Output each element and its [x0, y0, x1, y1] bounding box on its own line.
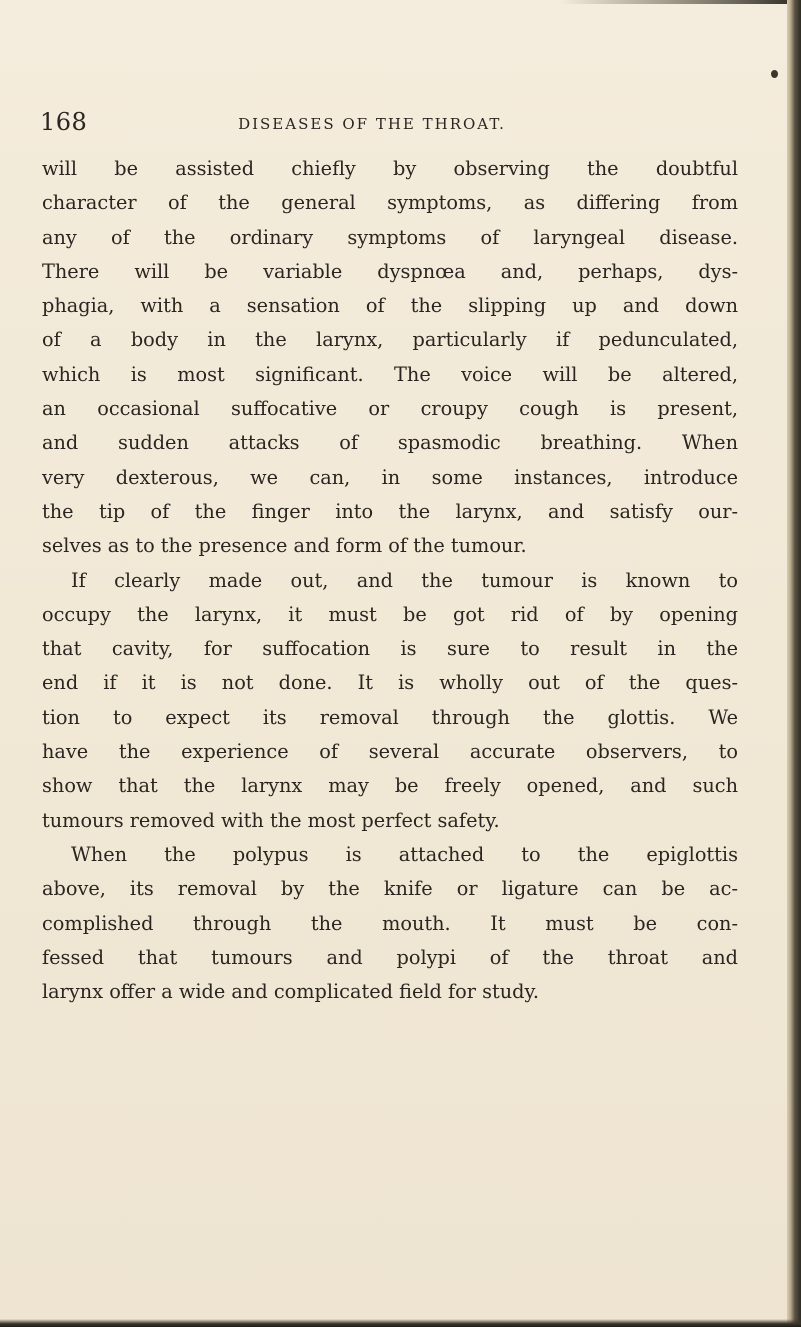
running-head: DISEASES OF THE THROAT.: [238, 115, 506, 133]
text-line: the tip of the finger into the larynx, and satisfy our-: [42, 499, 738, 523]
text-line: phagia, with a sensation of the slipping up and down: [42, 294, 738, 318]
text-line: tumours removed with the most perfect safety.: [42, 808, 500, 832]
text-line: If clearly made out, and the tumour is known to: [71, 568, 738, 592]
text-line: When the polypus is attached to the epiglottis: [71, 842, 738, 866]
text-line: any of the ordinary symptoms of laryngeal disease.: [42, 225, 738, 249]
page-edge-right: [787, 0, 801, 1327]
text-line: selves as to the presence and form of the tumour.: [42, 534, 527, 558]
text-line: character of the general symptoms, as differing from: [42, 191, 738, 215]
text-line: show that the larynx may be freely opened, and such: [42, 774, 738, 798]
page-edge-bottom: [0, 1319, 801, 1327]
text-line: of a body in the larynx, particularly if pedunculated,: [42, 328, 738, 352]
text-line: complished through the mouth. It must be con-: [42, 911, 738, 935]
text-line: an occasional suffocative or croupy cough is present,: [42, 397, 738, 421]
text-line: fessed that tumours and polypi of the throat and: [42, 945, 738, 969]
text-line: larynx offer a wide and complicated field for study.: [42, 980, 539, 1004]
page-edge-top: [560, 0, 801, 4]
text-line: which is most significant. The voice will be altered,: [42, 362, 738, 386]
ink-speck: [771, 70, 778, 78]
page-number: 168: [40, 108, 88, 136]
text-line: tion to expect its removal through the glottis. We: [42, 705, 738, 729]
text-line: and sudden attacks of spasmodic breathing. When: [42, 431, 738, 455]
text-line: above, its removal by the knife or ligature can be ac-: [42, 877, 738, 901]
text-line: very dexterous, we can, in some instances, introduce: [42, 465, 738, 489]
text-line: that cavity, for suffocation is sure to result in the: [42, 637, 738, 661]
text-line: will be assisted chiefly by observing the doubtful: [42, 157, 738, 180]
page-header: [40, 108, 740, 148]
text-line: have the experience of several accurate observers, to: [42, 740, 738, 764]
text-line: There will be variable dyspnœa and, perhaps, dys-: [42, 259, 738, 283]
text-line: occupy the larynx, it must be got rid of by opening: [42, 602, 738, 626]
body-text: [42, 152, 738, 1009]
text-line: end if it is not done. It is wholly out of the ques-: [42, 671, 738, 695]
